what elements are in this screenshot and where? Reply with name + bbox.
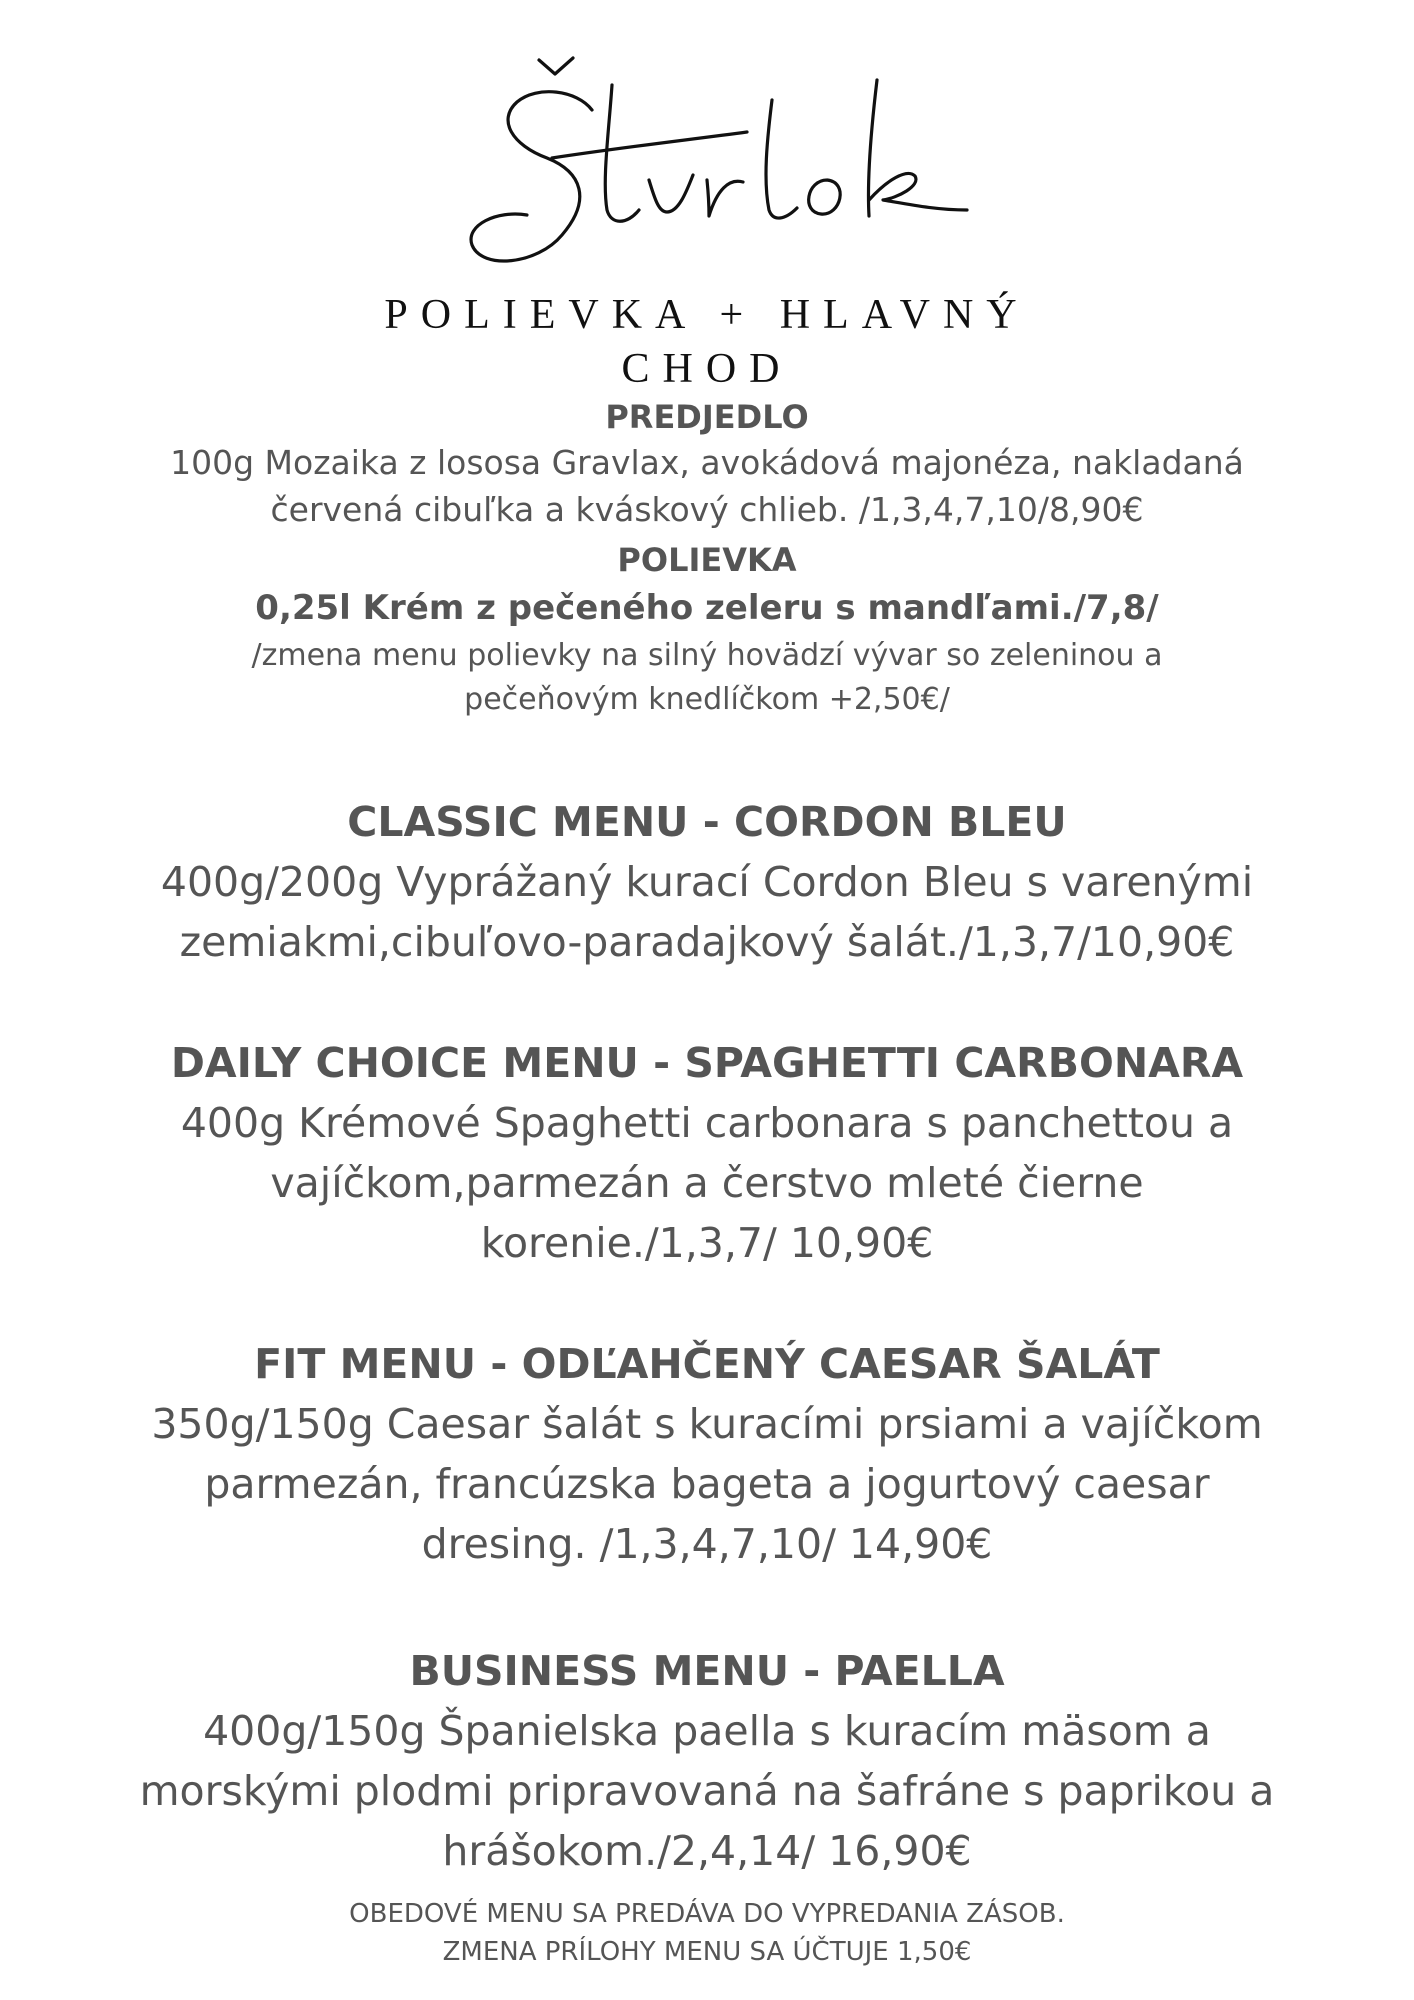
subtitle-line-2: CHOD: [621, 346, 793, 392]
menu-line: korenie./1,3,7/ 10,90€: [480, 1219, 934, 1267]
menu-line: morskými plodmi pripravovaná na šafráne s paprikou a: [139, 1767, 1275, 1815]
menu-line: 400g/200g Vyprážaný kurací Cordon Bleu s varenými: [160, 858, 1254, 906]
starter-line-2: červená cibuľka a kváskový chlieb. /1,3,4,7,10/8,90€: [270, 490, 1144, 529]
soup-note-line-2: pečeňovým knedlíčkom +2,50€/: [464, 682, 950, 717]
menu-line: 400g/150g Španielska paella s kuracím mäsom a: [203, 1707, 1211, 1755]
soup-section: [40, 538, 1374, 722]
soup-name: 0,25l Krém z pečeného zeleru s mandľami./7,8/: [255, 588, 1159, 628]
footer-line-2: ZMENA PRÍLOHY MENU SA ÚČTUJE 1,50€: [442, 1937, 972, 1967]
footer-line-1: OBEDOVÉ MENU SA PREDÁVA DO VYPREDANIA ZÁSOB.: [349, 1899, 1065, 1929]
menu-heading-classic: CLASSIC MENU - CORDON BLEU: [347, 798, 1067, 846]
starter-section: [40, 395, 1374, 533]
page-title: [0, 40, 1414, 290]
menu-line: 400g Krémové Spaghetti carbonara s panchettou a: [180, 1099, 1234, 1147]
menu-heading-business: BUSINESS MENU - PAELLA: [409, 1647, 1005, 1695]
menu-item: [40, 1334, 1374, 1574]
menu-heading-daily-choice: DAILY CHOICE MENU - SPAGHETTI CARBONARA: [170, 1039, 1244, 1087]
starter-heading: PREDJEDLO: [605, 398, 809, 436]
soup-note-line-1: /zmena menu polievky na silný hovädzí vývar so zeleninou a: [251, 638, 1163, 673]
menu-item: [40, 1641, 1374, 1881]
menu-item: [40, 792, 1374, 972]
menu-line: 350g/150g Caesar šalát s kuracími prsiami a vajíčkom: [151, 1400, 1263, 1448]
menu-line: hrášokom./2,4,14/ 16,90€: [442, 1827, 972, 1875]
menu-heading-fit: FIT MENU - ODĽAHČENÝ CAESAR ŠALÁT: [254, 1340, 1160, 1388]
menu-line: dresing. /1,3,4,7,10/ 14,90€: [421, 1520, 993, 1568]
menu-line: vajíčkom,parmezán a čerstvo mleté čierne: [270, 1159, 1144, 1207]
footer-notes: [40, 1895, 1374, 1971]
menu-item: [40, 1033, 1374, 1273]
starter-line-1: 100g Mozaika z lososa Gravlax, avokádová majonéza, nakladaná: [170, 443, 1244, 482]
title-script-logo: [387, 40, 1027, 290]
soup-heading: POLIEVKA: [617, 541, 797, 579]
menu-line: parmezán, francúzska bageta a jogurtový caesar: [204, 1460, 1210, 1508]
subtitle-line-1: POLIEVKA + HLAVNÝ: [384, 292, 1030, 338]
menu-line: zemiakmi,cibuľovo-paradajkový šalát./1,3,7/10,90€: [179, 918, 1235, 966]
subtitle: [0, 288, 1414, 396]
